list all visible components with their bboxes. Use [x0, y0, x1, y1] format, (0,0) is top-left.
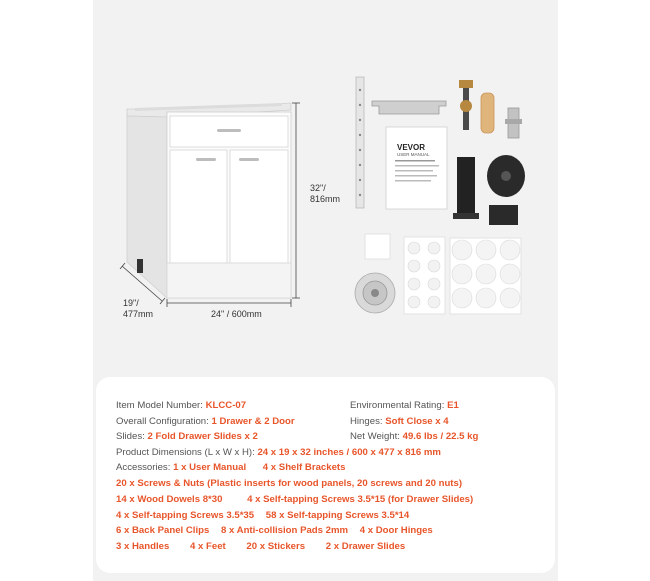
accessory-line-3	[116, 510, 409, 521]
height-line1: 32"/	[310, 183, 326, 193]
spec-rating-label: Environmental Rating:	[350, 400, 445, 411]
spec-model-label: Item Model Number:	[116, 400, 203, 411]
accessory-item: 58 x Self-tapping Screws 3.5*14	[265, 510, 410, 521]
spec-accessories	[116, 462, 345, 473]
accessory-item: 20 x Stickers	[246, 541, 306, 552]
spec-accessories-label: Accessories:	[116, 462, 171, 473]
height-dimension-label	[310, 183, 340, 205]
spec-dims-label: Product Dimensions (L x W x H):	[116, 447, 255, 458]
accessory-item: 4 x Door Hinges	[359, 525, 433, 536]
spec-accessories-1: 1 x User Manual	[173, 462, 247, 473]
spec-config	[116, 416, 295, 427]
accessory-item: 4 x Self-tapping Screws 3.5*15 (for Drawer Slides)	[247, 494, 474, 505]
spec-accessories-2: 4 x Shelf Brackets	[262, 462, 346, 473]
spec-config-value: 1 Drawer & 2 Door	[211, 416, 295, 427]
spec-rating	[350, 400, 459, 411]
accessory-item: 4 x Feet	[190, 541, 226, 552]
accessory-line-2	[116, 494, 473, 505]
spec-hinges-value: Soft Close x 4	[385, 416, 449, 427]
spec-slides	[116, 431, 258, 442]
spec-model-value: KLCC-07	[205, 400, 247, 411]
spec-weight	[350, 431, 478, 442]
depth-dimension-label	[123, 298, 153, 320]
spec-hinges	[350, 416, 449, 427]
spec-model	[116, 400, 246, 411]
spec-slides-label: Slides:	[116, 431, 145, 442]
accessory-item: 2 x Drawer Slides	[325, 541, 406, 552]
accessory-line-4	[116, 525, 433, 536]
accessory-item: 6 x Back Panel Clips	[116, 525, 210, 536]
spec-slides-value: 2 Fold Drawer Slides x 2	[147, 431, 258, 442]
accessories-illustration	[355, 77, 525, 314]
spec-config-label: Overall Configuration:	[116, 416, 209, 427]
accessory-line-1	[116, 478, 462, 489]
manual-brand: VEVOR	[397, 143, 426, 152]
manual-subtitle: USER MANUAL	[397, 152, 430, 157]
spec-weight-label: Net Weight:	[350, 431, 400, 442]
spec-rating-value: E1	[447, 400, 459, 411]
spec-weight-value: 49.6 lbs / 22.5 kg	[402, 431, 479, 442]
height-line2: 816mm	[310, 194, 341, 204]
spec-dims-value: 24 x 19 x 32 inches / 600 x 477 x 816 mm	[257, 447, 441, 458]
depth-line2: 477mm	[123, 309, 154, 319]
spec-dims	[116, 447, 441, 458]
cabinet-illustration	[127, 103, 291, 298]
width-dimension-label: 24" / 600mm	[211, 309, 262, 319]
accessory-item: 14 x Wood Dowels 8*30	[116, 494, 223, 505]
accessory-item: 8 x Anti-collision Pads 2mm	[221, 525, 349, 536]
accessory-line-5	[116, 541, 405, 552]
depth-line1: 19"/	[123, 298, 139, 308]
accessory-item: 3 x Handles	[116, 541, 170, 552]
accessory-item: 20 x Screws & Nuts (Plastic inserts for wood panels, 20 screws and 20 nuts)	[116, 478, 463, 489]
spec-hinges-label: Hinges:	[350, 416, 383, 427]
accessory-item: 4 x Self-tapping Screws 3.5*35	[116, 510, 255, 521]
